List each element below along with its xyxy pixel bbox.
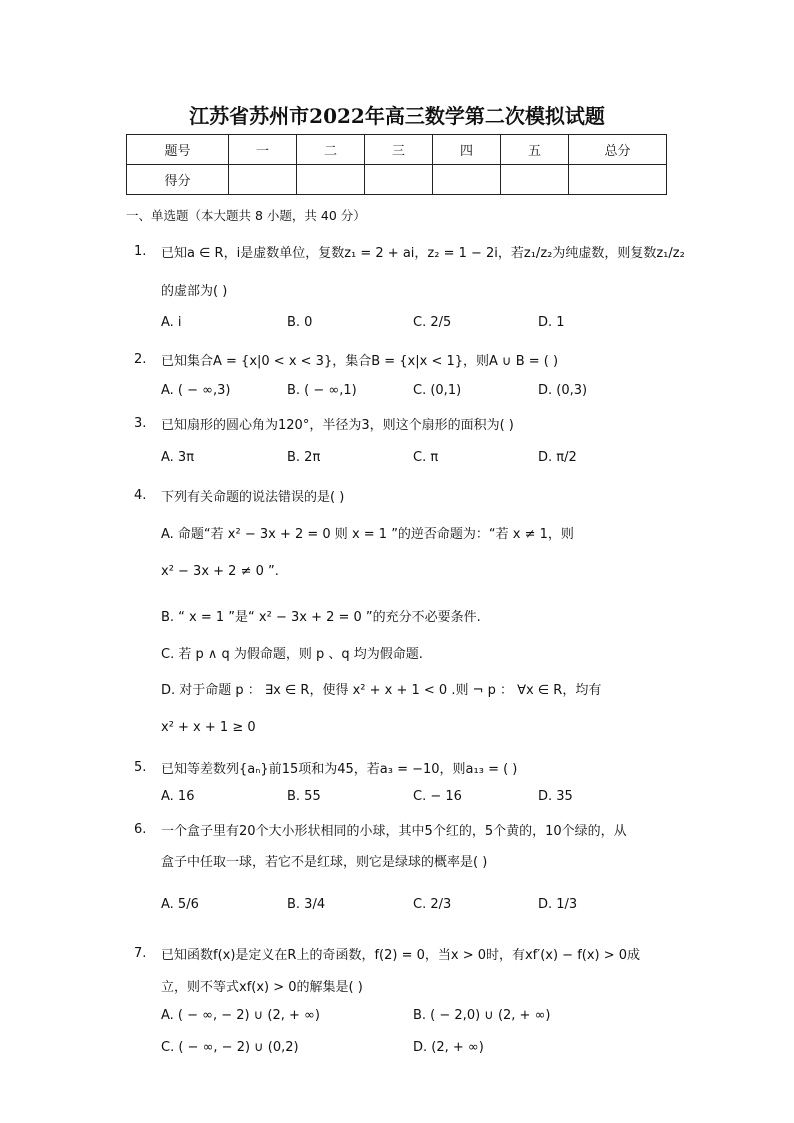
option-b: B. 55: [287, 789, 321, 804]
question-text: 的虚部为( ): [161, 284, 228, 299]
question-text: 立，则不等式xf(x) > 0的解集是( ): [161, 980, 363, 995]
option-b-text: B. “ x = 1 ”是“ x² − 3x + 2 = 0 ”的充分不必要条件.: [161, 610, 481, 625]
table-cell: 总分: [569, 135, 667, 165]
table-cell: 五: [501, 135, 569, 165]
option-d-text: D. 对于命题 p ： ∃x ∈ R，使得 x² + x + 1 < 0 .则 ¬ p ： ∀x ∈ R，均有: [161, 683, 602, 698]
option-d: D. (2, + ∞): [413, 1040, 484, 1055]
exam-title: 江苏省苏州市2022年高三数学第二次模拟试题: [189, 104, 605, 128]
table-cell: 题号: [127, 135, 229, 165]
question-number: 5.: [134, 760, 147, 775]
option-d: D. (0,3): [538, 383, 588, 398]
table-cell: 一: [229, 135, 297, 165]
option-c: C. π: [413, 450, 439, 465]
option-b: B. ( − ∞,1): [287, 383, 357, 398]
option-c: C. ( − ∞, − 2) ∪ (0,2): [161, 1040, 299, 1055]
option-d: D. 1/3: [538, 897, 578, 912]
score-table-score-row: [127, 165, 667, 195]
table-cell: 二: [297, 135, 365, 165]
question-number: 3.: [134, 416, 147, 431]
score-table-header-row: [127, 135, 667, 165]
table-cell: [297, 165, 365, 195]
question-text: 已知函数f(x)是定义在R上的奇函数，f(2) = 0，当x > 0时，有xf′(x) − f(x) > 0成: [161, 948, 641, 963]
option-c: C. 2/5: [413, 315, 452, 330]
question-text: 一个盒子里有20个大小形状相同的小球，其中5个红的，5个黄的，10个绿的，从: [161, 824, 627, 839]
option-b: B. ( − 2,0) ∪ (2, + ∞): [413, 1008, 551, 1023]
option-a-text: A. 命题“若 x² − 3x + 2 = 0 则 x = 1 ”的逆否命题为：“若 x ≠ 1，则: [161, 527, 574, 542]
option-b: B. 0: [287, 315, 313, 330]
option-c-text: C. 若 p ∧ q 为假命题，则 p 、q 均为假命题.: [161, 647, 423, 662]
question-number: 6.: [134, 822, 147, 837]
option-c: C. 2/3: [413, 897, 452, 912]
question-number: 4.: [134, 488, 147, 503]
table-cell: [365, 165, 433, 195]
table-cell: 得分: [127, 165, 229, 195]
table-cell: [501, 165, 569, 195]
option-c: C. − 16: [413, 789, 462, 804]
table-cell: 三: [365, 135, 433, 165]
option-d: D. π/2: [538, 450, 577, 465]
option-d: D. 1: [538, 315, 565, 330]
question-number: 2.: [134, 352, 147, 367]
option-d: D. 35: [538, 789, 573, 804]
question-number: 1.: [134, 244, 147, 259]
option-b: B. 3/4: [287, 897, 326, 912]
table-cell: [569, 165, 667, 195]
question-text: 已知集合A = {x|0 < x < 3}，集合B = {x|x < 1}，则A ∪ B = ( ): [161, 354, 559, 369]
option-d-text-continued: x² + x + 1 ≥ 0: [161, 720, 256, 735]
question-number: 7.: [134, 946, 147, 961]
option-a: A. i: [161, 315, 182, 330]
option-a: A. 5/6: [161, 897, 199, 912]
question-text: 盒子中任取一球，若它不是红球，则它是绿球的概率是( ): [161, 855, 488, 870]
question-text: 已知等差数列{aₙ}前15项和为45，若a₃ = −10，则a₁₃ = ( ): [161, 762, 518, 777]
table-cell: 四: [433, 135, 501, 165]
question-text: 已知扇形的圆心角为120°，半径为3，则这个扇形的面积为( ): [161, 418, 514, 433]
option-b: B. 2π: [287, 450, 321, 465]
option-a: A. ( − ∞, − 2) ∪ (2, + ∞): [161, 1008, 320, 1023]
score-table: [126, 134, 667, 195]
option-a-text-continued: x² − 3x + 2 ≠ 0 ”.: [161, 564, 279, 579]
section-heading: 一、单选题（本大题共 8 小题，共 40 分）: [126, 208, 366, 223]
option-a: A. 3π: [161, 450, 195, 465]
table-cell: [229, 165, 297, 195]
option-c: C. (0,1): [413, 383, 462, 398]
table-cell: [433, 165, 501, 195]
question-text: 下列有关命题的说法错误的是( ): [161, 490, 345, 505]
option-a: A. 16: [161, 789, 195, 804]
question-text: 已知a ∈ R，i是虚数单位，复数z₁ = 2 + ai，z₂ = 1 − 2i，若z₁/z₂为纯虚数，则复数z₁/z₂: [161, 246, 685, 261]
option-a: A. ( − ∞,3): [161, 383, 231, 398]
